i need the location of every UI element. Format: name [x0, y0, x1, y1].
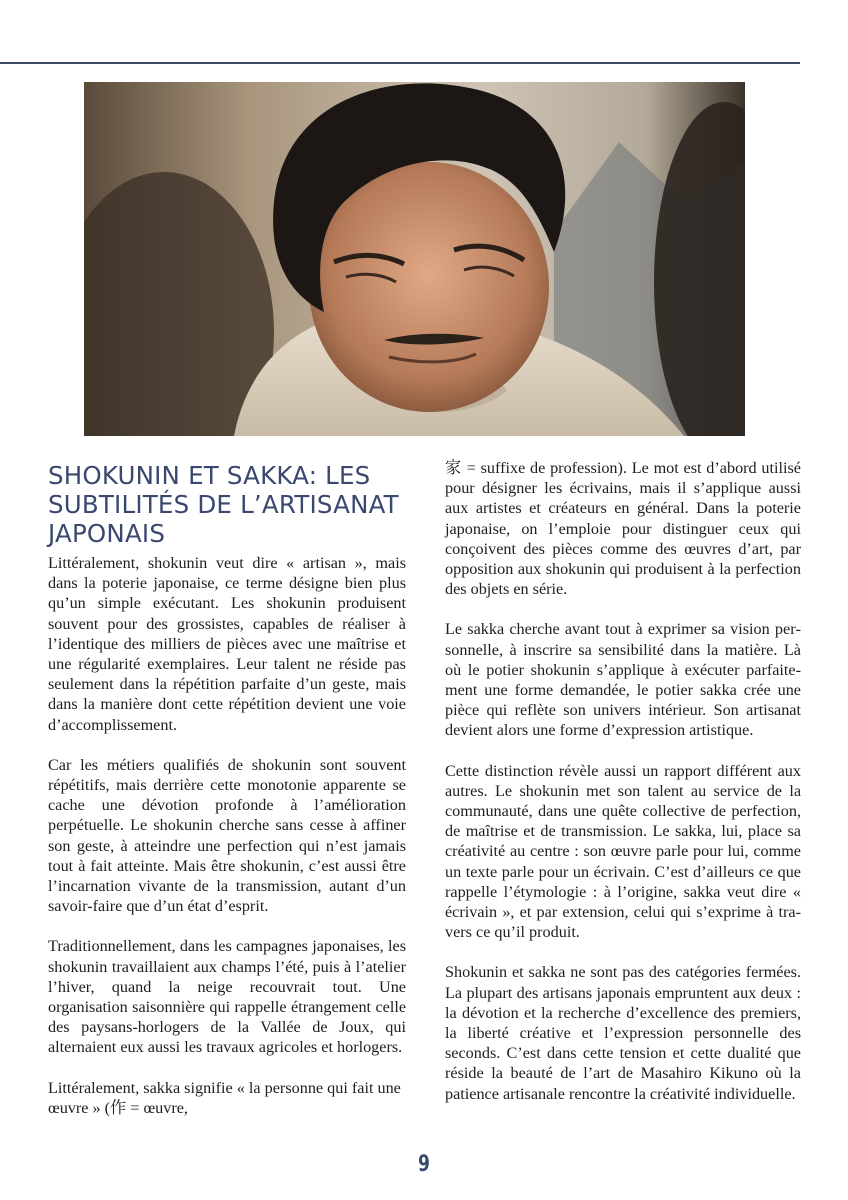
page-number: 9: [418, 1152, 430, 1177]
portrait-image: [84, 82, 745, 436]
article-column-right: [445, 458, 801, 1124]
body-paragraph: Cette distinction révèle aussi un rapport différent aux autres. Le shokunin met son talent au service de la communauté, dans une quête collective de perfection, de maîtrise et de transmission. Le sakka, lui, place sa créativité au centre : son œuvre parle pour lui, comme un texte parle pour un écrivain. C’est d’ailleurs ce que rappelle l’étymologie : à l’origine, sakka veut dire « écrivain », et par extension, celui qui s’exprime à travers ce qu’il produit.: [445, 761, 801, 942]
body-paragraph: Littéralement, shokunin veut dire « artisan », mais dans la poterie japonaise, ce terme désigne bien plus qu’un simple exécutant. Les shokunin produisent souvent pour des grossistes, capables de réaliser à l’identique des milliers de pièces avec une maîtrise et une régularité exemplaires. Leur talent ne réside pas seulement dans la répétition parfaite d’un geste, mais dans la manière dont cette répétition devient une voie d’accomplissement.: [48, 554, 406, 734]
body-paragraph: Le sakka cherche avant tout à exprimer sa vision personnelle, à inscrire sa sensibilité dans la matière. Là où le potier shokunin s’applique à exécuter parfaitement une forme demandée, le potier sakka crée une pièce qui reflète son univers intérieur. Son artisanat devient alors une forme d’expression artistique.: [445, 620, 801, 740]
header-rule: [0, 62, 800, 64]
body-paragraph: Car les métiers qualifiés de shokunin sont souvent répétitifs, mais derrière cette monotonie apparente se cache une dévotion profonde à l’amélioration perpétuelle. Le shokunin cherche sans cesse à affiner son geste, à atteindre une perfection qui n’est jamais tout à fait atteinte. Mais être shokunin, c’est aussi être l’incarnation vivante de la transmission, autant d’un savoir-faire que d’un état d’esprit.: [48, 755, 406, 916]
portrait-photo: [84, 82, 745, 436]
article-column-left: [48, 553, 406, 1138]
body-paragraph: 家 = suffixe de profession). Le mot est d’abord utilisé pour désigner les écrivains, mais il s’applique aussi aux artistes et créateurs en général. Dans la poterie japonaise, on l’emploie pour distinguer ceux qui conçoivent des pièces comme des œuvres d’art, par opposition aux shokunin qui produisent à la perfection des objets en série.: [445, 459, 801, 599]
body-paragraph: Shokunin et sakka ne sont pas des catégories fermées. La plupart des artisans japonais empruntent aux deux : la dévotion et la recherche d’excellence des premiers, la liberté créative et l’expression personnelle des seconds. C’est dans cette tension et cette dualité que réside la beauté de l’art de Masahiro Kikuno où la patience artisanale rencontre la créativité individuelle.: [445, 963, 801, 1103]
article-title: SHOKUNIN ET SAKKA: LES SUBTILITÉS DE L’ARTISANAT JAPONAIS: [48, 461, 399, 548]
body-paragraph: Littéralement, sakka signifie « la personne qui fait une œuvre » (作 = œuvre,: [48, 1078, 401, 1117]
body-paragraph: Traditionnellement, dans les campagnes japonaises, les shokunin travaillaient aux champs l’été, puis à l’atelier l’hiver, quand la neige recouvrait tout. Une organisation saisonnière qui rappelle étrangement celle des paysans-horlogers de la Vallée de Joux, qui alternaient eux aussi les travaux agricoles et horlogers.: [48, 937, 406, 1057]
